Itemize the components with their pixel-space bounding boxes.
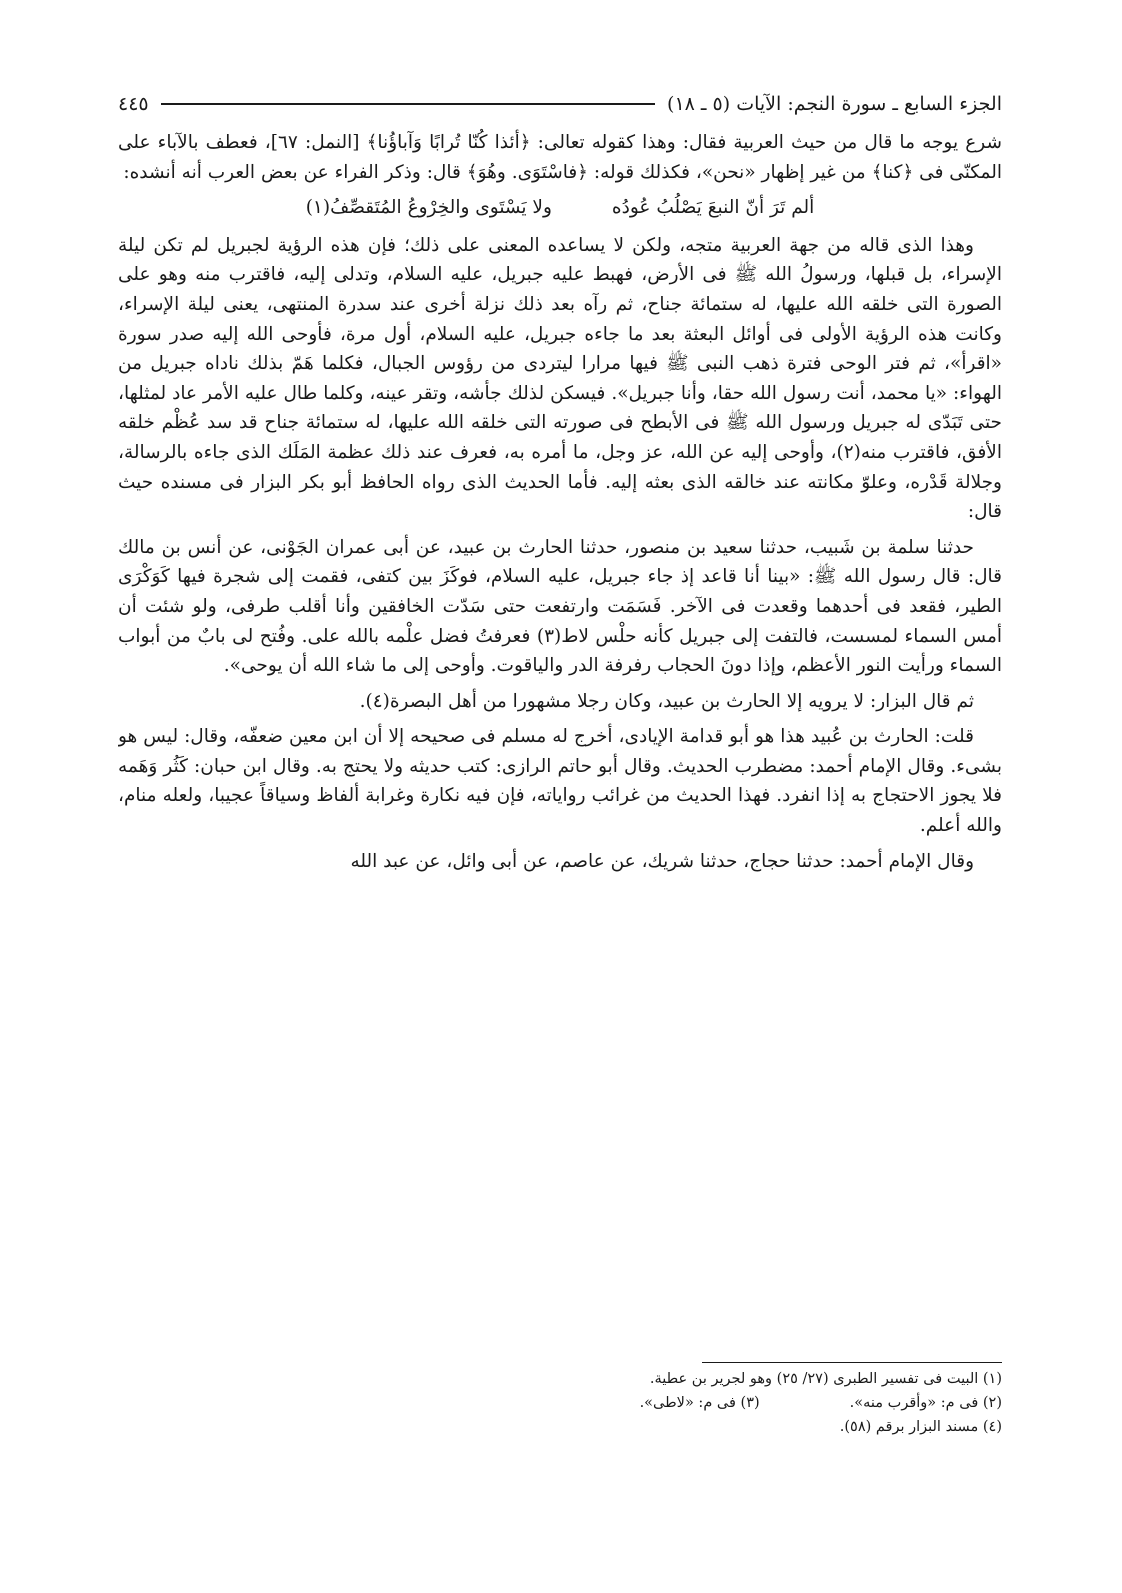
paragraph-6: وقال الإمام أحمد: حدثنا حجاج، حدثنا شريك، عن عاصم، عن أبى وائل، عن عبد الله <box>350 850 974 872</box>
header-rule <box>161 103 655 105</box>
running-header <box>118 84 1002 124</box>
footnote-3: (٣) فى م: «لاطى». <box>639 1395 760 1411</box>
footnote-rule <box>702 1362 1002 1363</box>
footnote-1: (١) البيت فى تفسير الطبرى (٢٧/ ٢٥) وهو لجرير بن عطية. <box>649 1371 1002 1387</box>
paragraph-2: وهذا الذى قاله من جهة العربية متجه، ولكن لا يساعده المعنى على ذلك؛ فإن هذه الرؤية لجبريل لم تكن ليلة الإسراء، بل قبلها، ورسولُ الله ﷺ فى الأرض، فهبط عليه جبريل، عليه السلام، وتدلى إليه، فاقترب منه وهو على الصورة التى خلقه الله عليها، له ستمائة جناح، ثم رآه بعد ذلك نزلة أخرى عند سدرة المنتهى، يعنى ليلة الإسراء، وكانت هذه الرؤية الأولى فى أوائل البعثة بعد ما جاءه جبريل، عليه السلام، أول مرة، فأوحى الله إليه صدر سورة «اقرأ»، ثم فتر الوحى فترة ذهب النبى ﷺ فيها مرارا ليتردى من رؤوس الجبال، فكلما هَمّ بذلك ناداه جبريل من الهواء: «يا محمد، أنت رسول الله حقا، وأنا جبريل». فيسكن لذلك جأشه، وتقر عينه، وكلما طال عليه الأمر عاد لمثلها، حتى تَبَدّى له جبريل ورسول الله ﷺ فى الأبطح فى صورته التى خلقه الله عليها، له ستمائة جناح قد سد عُظْم خلقه الأفق، فاقترب منه(٢)، وأوحى إليه عن الله، عز وجل، ما أمره به، فعرف عند ذلك عظمة المَلَك الذى جاءه بالرسالة، وجلالة قَدْره، وعلوّ مكانته عند خالقه الذى بعثه إليه. فأما الحديث الذى رواه الحافظ أبو بكر البزار فى مسنده حيث قال: <box>118 234 1002 523</box>
footnotes <box>118 1362 1002 1439</box>
footnote-2: (٢) فى م: «وأقرب منه». <box>849 1395 1002 1411</box>
footnote-4: (٤) مسند البزار برقم (٥٨). <box>839 1419 1002 1435</box>
paragraph-4: ثم قال البزار: لا يرويه إلا الحارث بن عبيد، وكان رجلا مشهورا من أهل البصرة(٤). <box>359 690 974 712</box>
paragraph-1: شرع يوجه ما قال من حيث العربية فقال: وهذا كقوله تعالى: ﴿أئذا كُنّا تُرابًا وَآباؤُنا﴾ [النمل: ٦٧]، فعطف بالآباء على المكنّى فى ﴿كنا﴾ من غير إظهار «نحن»، فكذلك قوله: ﴿فاسْتَوَى. وهُوَ﴾ قال: وذكر الفراء عن بعض العرب أنه أنشده: <box>118 132 1002 183</box>
paragraph-3: حدثنا سلمة بن شَبيب، حدثنا سعيد بن منصور، حدثنا الحارث بن عبيد، عن أبى عمران الجَوْنى، عن أنس بن مالك قال: قال رسول الله ﷺ: «بينا أنا قاعد إذ جاء جبريل، عليه السلام، فوكَزَ بين كتفى، فقمت إلى شجرة فيها كَوَكْرَى الطير، فقعد فى أحدهما وقعدت فى الآخر. فَسَمَت وارتفعت حتى سَدّت الخافقين وأنا أقلب طرفى، ولو شئت أن أمس السماء لمسست، فالتفت إلى جبريل كأنه حلْس لاط(٣) فعرفتُ فضل علْمه بالله على. وفُتح لى بابٌ من أبواب السماء ورأيت النور الأعظم، وإذا دونَ الحجاب رفرفة الدر والياقوت. وأوحى إلى ما شاء الله أن يوحى». <box>118 536 1002 677</box>
page-number: ٤٤٥ <box>118 93 149 115</box>
main-text <box>118 128 1002 876</box>
header-title: الجزء السابع ـ سورة النجم: الآيات (٥ ـ ١٨) <box>667 93 1002 115</box>
verse-first-hemistich: ألم تَرَ أنّ النبعَ يَصْلُبُ عُودُه <box>611 197 815 219</box>
verse-second-hemistich: ولا يَسْتَوى والخِرْوعُ المُتَقصِّفُ(١) <box>305 197 552 219</box>
footnote-row <box>118 1391 1002 1415</box>
paragraph-5: قلت: الحارث بن عُبيد هذا هو أبو قدامة الإيادى، أخرج له مسلم فى صحيحه إلا أن ابن معين ضعفّه، وقال: ليس هو بشىء. وقال الإمام أحمد: مضطرب الحديث. وقال أبو حاتم الرازى: كتب حديثه ولا يحتج به. وقال ابن حبان: كَثُر وَهَمه فلا يجوز الاحتجاج به إذا انفرد. فهذا الحديث من غرائب رواياته، فإن فيه نكارة وغرابة ألفاظ وسياقاً عجيبا، ولعله منام، والله أعلم. <box>118 726 1002 837</box>
book-page <box>118 84 1002 1524</box>
poetry-verse <box>118 193 1002 223</box>
